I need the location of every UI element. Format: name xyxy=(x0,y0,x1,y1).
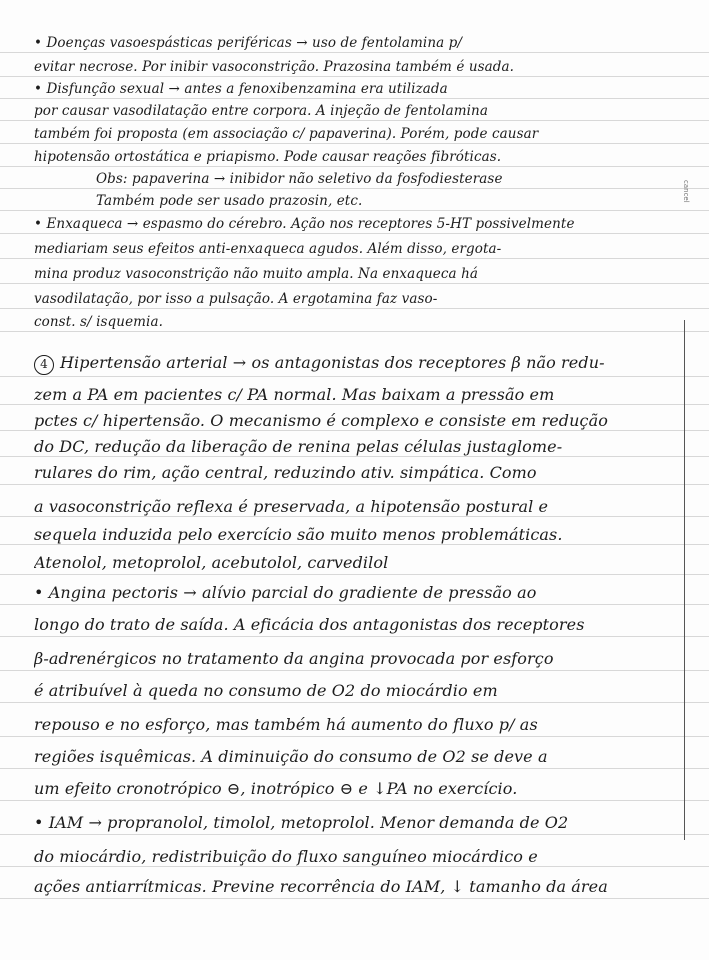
paper-rule-line xyxy=(0,76,709,77)
paper-rule-line xyxy=(0,143,709,144)
paper-rule-line xyxy=(0,736,709,737)
note-line-12: vasodilatação, por isso a pulsação. A ergotamina faz vaso- xyxy=(34,291,438,307)
paper-rule-line xyxy=(0,258,709,259)
note-line-13: const. s/ isquemia. xyxy=(34,314,164,330)
paper-rule-line xyxy=(0,376,709,377)
paper-rule-line xyxy=(0,188,709,189)
note-line-27: regiões isquêmicas. A diminuição do consumo de O2 se deve a xyxy=(34,747,548,766)
paper-rule-line xyxy=(0,484,709,485)
note-line-2: evitar necrose. Por inibir vasoconstrição. Prazosina também é usada. xyxy=(34,59,515,75)
page-fold-line xyxy=(684,320,685,840)
note-line-7: Obs: papaverina → inibidor não seletivo da fosfodiesterase xyxy=(96,171,503,187)
paper-rule-line xyxy=(0,702,709,703)
note-line-26: repouso e no esforço, mas também há aumento do fluxo p/ as xyxy=(34,715,538,734)
note-line-3: • Disfunção sexual → antes a fenoxibenzamina era utilizada xyxy=(34,81,448,97)
note-line-9: • Enxaqueca → espasmo do cérebro. Ação nos receptores 5-HT possivelmente xyxy=(34,216,575,232)
note-line-31: ações antiarrítmicas. Previne recorrência do IAM, ↓ tamanho da área xyxy=(34,877,608,896)
note-line-22: • Angina pectoris → alívio parcial do gradiente de pressão ao xyxy=(34,583,537,602)
paper-rule-line xyxy=(0,98,709,99)
paper-rule-line xyxy=(0,210,709,211)
paper-rule-line xyxy=(0,166,709,167)
paper-rule-line xyxy=(0,308,709,309)
note-line-10: mediariam seus efeitos anti-enxaqueca agudos. Além disso, ergota- xyxy=(34,241,502,257)
note-line-24: β-adrenérgicos no tratamento da angina provocada por esforço xyxy=(34,649,554,668)
note-line-4: por causar vasodilatação entre corpora. A injeção de fentolamina xyxy=(34,103,488,119)
note-line-29: • IAM → propranolol, timolol, metoprolol. Menor demanda de O2 xyxy=(34,813,569,832)
paper-rule-line xyxy=(0,120,709,121)
note-line-14 xyxy=(34,352,684,375)
paper-rule-line xyxy=(0,233,709,234)
paper-rule-line xyxy=(0,331,709,332)
edge-mark: cancel xyxy=(682,180,690,203)
paper-rule-line xyxy=(0,768,709,769)
note-line-30: do miocárdio, redistribuição do fluxo sanguíneo miocárdico e xyxy=(34,847,538,866)
paper-rule-line xyxy=(0,670,709,671)
paper-rule-line xyxy=(0,636,709,637)
paper-rule-line xyxy=(0,574,709,575)
note-line-15: zem a PA em pacientes c/ PA normal. Mas baixam a pressão em xyxy=(34,385,555,404)
note-line-8: Também pode ser usado prazosin, etc. xyxy=(96,193,363,209)
section-heading-text: Hipertensão arterial → os antagonistas dos receptores β não redu- xyxy=(60,353,605,372)
note-line-19: a vasoconstrição reflexa é preservada, a hipotensão postural e xyxy=(34,497,549,516)
note-line-21: Atenolol, metoprolol, acebutolol, carvedilol xyxy=(34,553,389,572)
paper-rule-line xyxy=(0,834,709,835)
note-line-6: hipotensão ortostática e priapismo. Pode causar reações fibróticas. xyxy=(34,149,502,165)
note-line-18: rulares do rim, ação central, reduzindo ativ. simpática. Como xyxy=(34,463,537,482)
paper-rule-line xyxy=(0,52,709,53)
paper-rule-line xyxy=(0,604,709,605)
paper-rule-line xyxy=(0,800,709,801)
note-line-28: um efeito cronotrópico ⊖, inotrópico ⊖ e ↓PA no exercício. xyxy=(34,779,518,798)
note-line-17: do DC, redução da liberação de renina pelas células justaglome- xyxy=(34,437,563,456)
note-line-1: • Doenças vasoespásticas periféricas → uso de fentolamina p/ xyxy=(34,35,463,51)
note-line-23: longo do trato de saída. A eficácia dos antagonistas dos receptores xyxy=(34,615,585,634)
note-line-5: também foi proposta (em associação c/ papaverina). Porém, pode causar xyxy=(34,126,539,142)
paper-rule-line xyxy=(0,898,709,899)
section-number: 4 xyxy=(34,355,54,375)
paper-rule-line xyxy=(0,283,709,284)
note-line-20: sequela induzida pelo exercício são muito menos problemáticas. xyxy=(34,525,563,544)
note-line-11: mina produz vasoconstrição não muito ampla. Na enxaqueca há xyxy=(34,266,479,282)
note-line-25: é atribuível à queda no consumo de O2 do miocárdio em xyxy=(34,681,498,700)
note-line-16: pctes c/ hipertensão. O mecanismo é complexo e consiste em redução xyxy=(34,411,608,430)
